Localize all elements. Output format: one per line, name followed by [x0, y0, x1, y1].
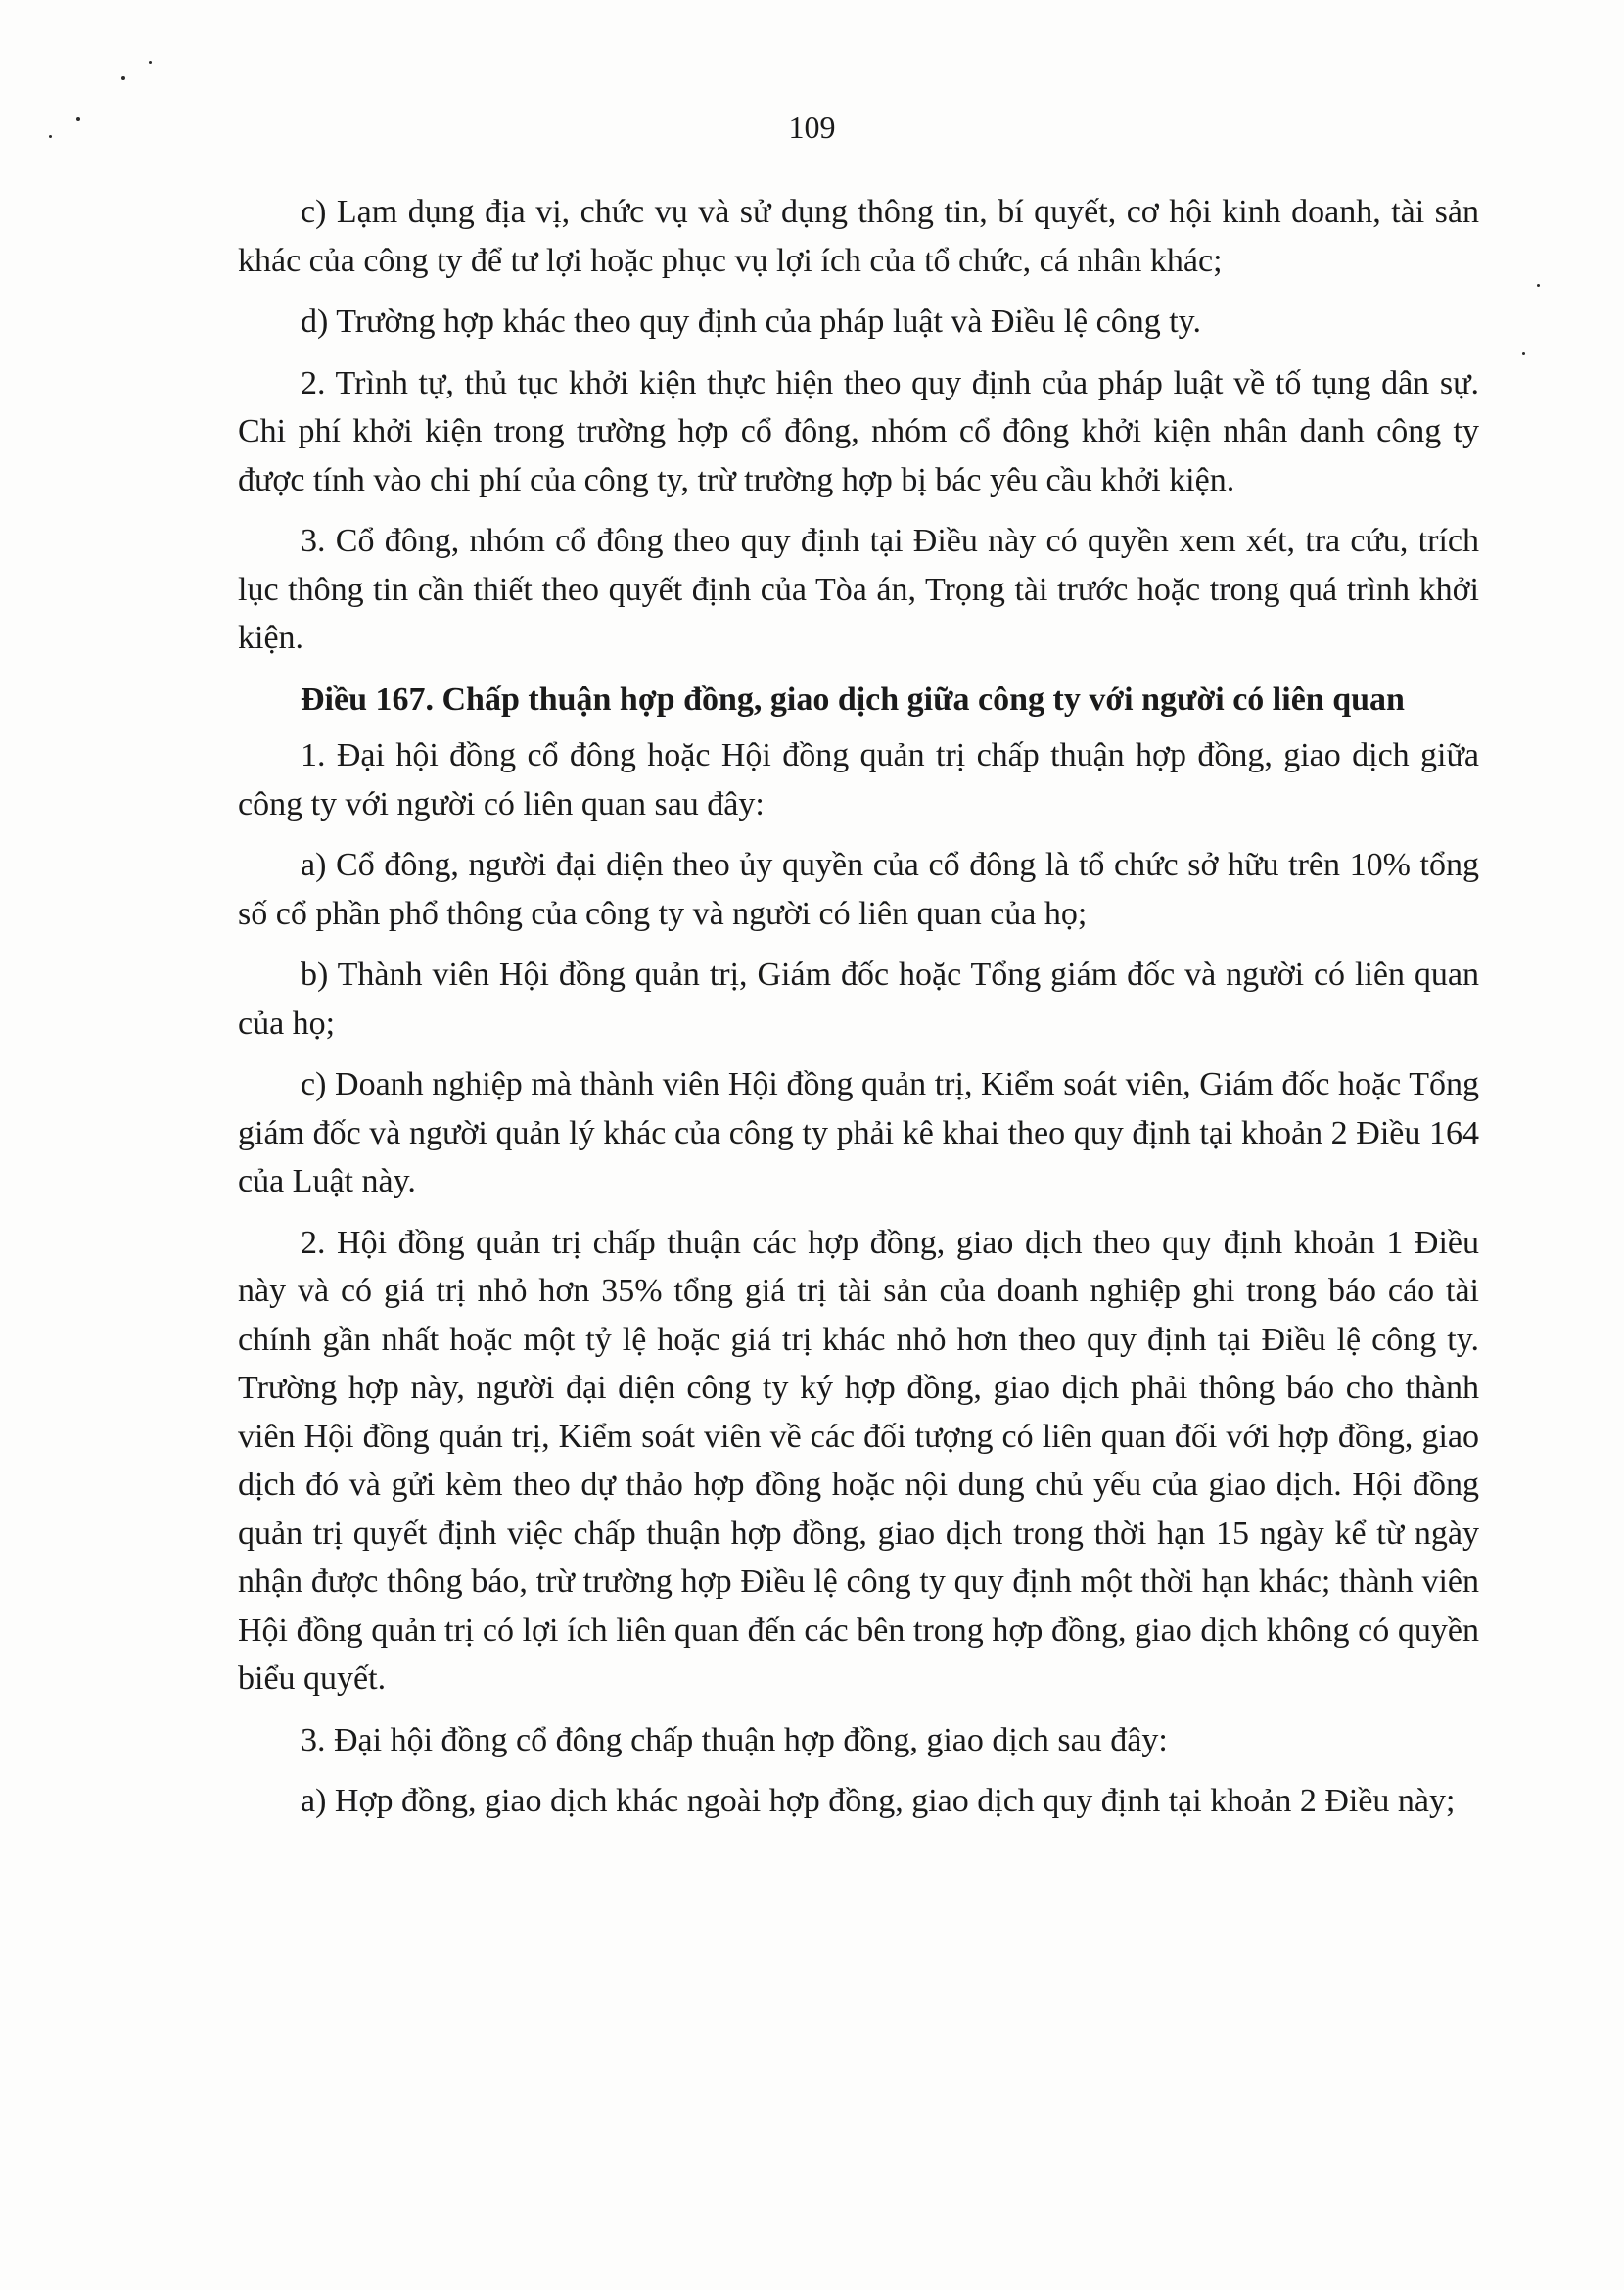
paragraph-clause-d: d) Trường hợp khác theo quy định của pháp luật và Điều lệ công ty. [301, 304, 1201, 340]
paragraph-167-item-3-clause-a: a) Hợp đồng, giao dịch khác ngoài hợp đồng, giao dịch quy định tại khoản 2 Điều này; [301, 1783, 1456, 1819]
scan-speck [1522, 352, 1525, 355]
scan-speck [121, 76, 125, 80]
paragraph-167-clause-c: c) Doanh nghiệp mà thành viên Hội đồng quản trị, Kiểm soát viên, Giám đốc hoặc Tổng giám đốc và người quản lý khác của công ty phải kê khai theo quy định tại khoản 2 Điều 164 của Luật này. [238, 1066, 1479, 1199]
article-167-heading: Điều 167. Chấp thuận hợp đồng, giao dịch giữa công ty với người có liên quan [301, 680, 1405, 718]
paragraph-167-clause-b: b) Thành viên Hội đồng quản trị, Giám đốc hoặc Tổng giám đốc và người có liên quan của họ; [238, 957, 1479, 1042]
paragraph-167-item-3: 3. Đại hội đồng cổ đông chấp thuận hợp đồng, giao dịch sau đây: [301, 1721, 1168, 1758]
paragraph-item-2: 2. Trình tự, thủ tục khởi kiện thực hiện theo quy định của pháp luật về tố tụng dân sự. Chi phí khởi kiện trong trường hợp cổ đông, nhóm cổ đông khởi kiện nhân danh công ty được tính vào chi phí của công ty, trừ trường hợp bị bác yêu cầu khởi kiện. [238, 364, 1479, 498]
scan-speck [1537, 284, 1540, 287]
paragraph-clause-c: c) Lạm dụng địa vị, chức vụ và sử dụng thông tin, bí quyết, cơ hội kinh doanh, tài sản khác của công ty để tư lợi hoặc phục vụ lợi ích của tổ chức, cá nhân khác; [238, 194, 1479, 279]
paragraph-167-item-1: 1. Đại hội đồng cổ đông hoặc Hội đồng quản trị chấp thuận hợp đồng, giao dịch giữa công ty với người có liên quan sau đây: [238, 737, 1479, 822]
paragraph-167-item-2: 2. Hội đồng quản trị chấp thuận các hợp đồng, giao dịch theo quy định khoản 1 Điều này và có giá trị nhỏ hơn 35% tổng giá trị tài sản của doanh nghiệp ghi trong báo cáo tài chính gần nhất hoặc một tỷ lệ hoặc giá trị khác nhỏ hơn theo quy định tại Điều lệ công ty. Trường hợp này, người đại diện công ty ký hợp đồng, giao dịch phải thông báo cho thành viên Hội đồng quản trị, Kiểm soát viên về các đối tượng có liên quan đối với hợp đồng, giao dịch đó và gửi kèm theo dự thảo hợp đồng hoặc nội dung chủ yếu của giao dịch. Hội đồng quản trị quyết định việc chấp thuận hợp đồng, giao dịch trong thời hạn 15 ngày kể từ ngày nhận được thông báo, trừ trường hợp Điều lệ công ty quy định một thời hạn khác; thành viên Hội đồng quản trị có lợi ích liên quan đến các bên trong hợp đồng, giao dịch không có quyền biểu quyết. [238, 1224, 1479, 1697]
paragraph-167-clause-a: a) Cổ đông, người đại diện theo ủy quyền của cổ đông là tổ chức sở hữu trên 10% tổng số cổ phần phổ thông của công ty và người có liên quan của họ; [238, 847, 1479, 932]
paragraph-item-3: 3. Cổ đông, nhóm cổ đông theo quy định tại Điều này có quyền xem xét, tra cứu, trích lục thông tin cần thiết theo quyết định của Tòa án, Trọng tài trước hoặc trong quá trình khởi kiện. [238, 523, 1479, 656]
page-number: 109 [788, 110, 836, 145]
scan-speck [149, 61, 152, 64]
document-body [238, 188, 1479, 1839]
